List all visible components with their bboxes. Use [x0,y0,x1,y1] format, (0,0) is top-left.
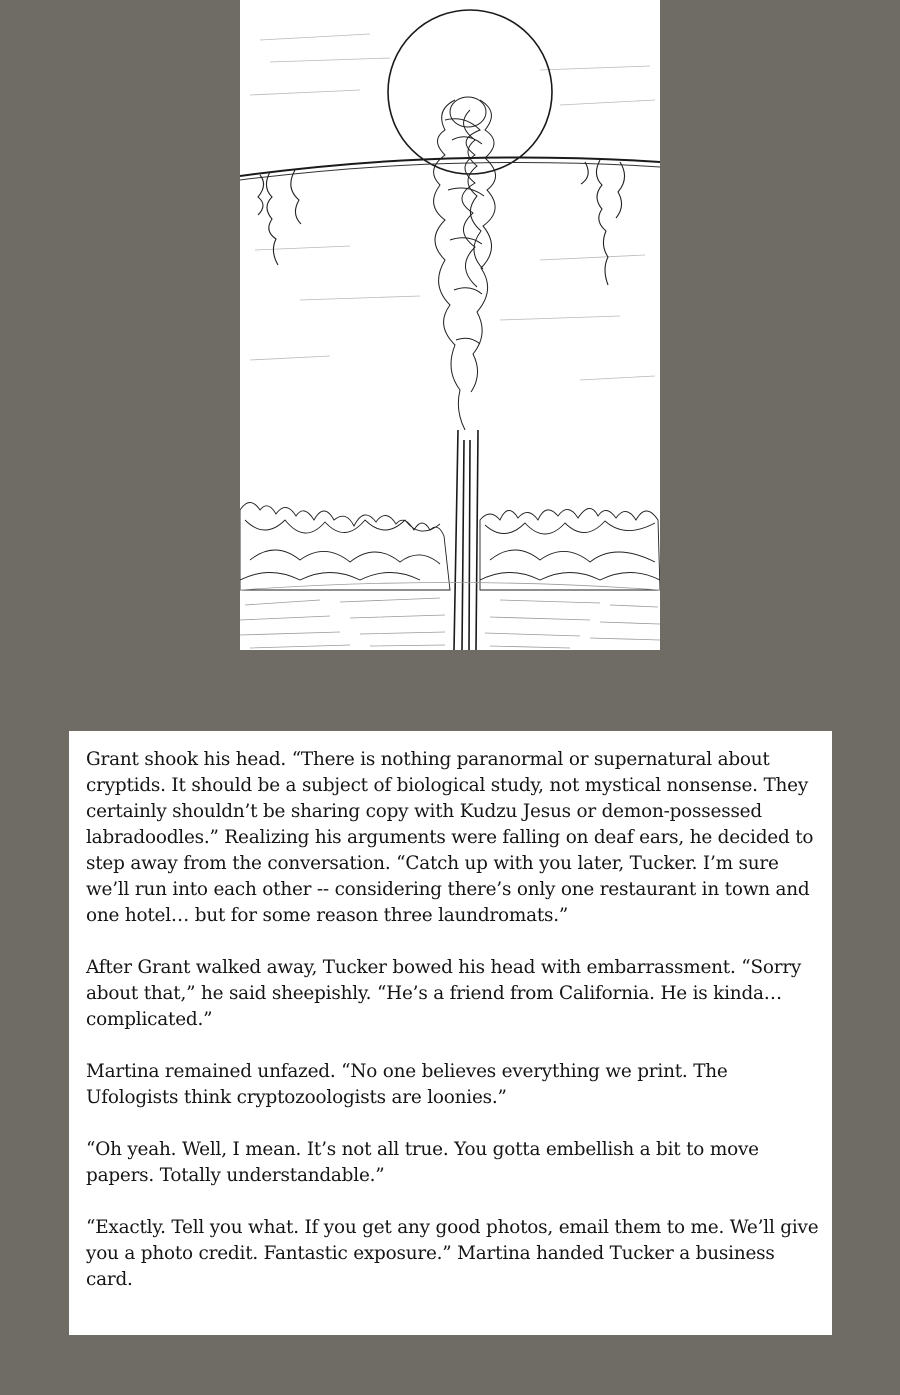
story-text-panel [69,731,832,1335]
illustration-panel [240,0,660,650]
story-paragraph-4: “Oh yeah. Well, I mean. It’s not all true. You gotta embellish a bit to move papers. Totally understandable.” [86,1139,759,1186]
story-paragraph-5: “Exactly. Tell you what. If you get any good photos, email them to me. We’ll give you a photo credit. Fantastic exposure.” Martina handed Tucker a business card. [86,1217,819,1290]
story-paragraph-3: Martina remained unfazed. “No one believes everything we print. The Ufologists think cryptozoologists are loonies.” [86,1061,728,1108]
story-paragraph-2: After Grant walked away, Tucker bowed his head with embarrassment. “Sorry about that,” he said sheepishly. “He’s a friend from California. He is kinda… complicated.” [86,957,802,1030]
scarecrow-illustration [240,0,660,650]
story-paragraph-1: Grant shook his head. “There is nothing paranormal or supernatural about cryptids. It should be a subject of biological study, not mystical nonsense. They certainly shouldn’t be sharing copy with Kudzu Jesus or demon-possessed labradoodles.” Realizing his arguments were falling on deaf ears, he decided to step away from the conversation. “Catch up with you later, Tucker. I’m sure we’ll run into each other -- considering there’s only one restaurant in town and one hotel… but for some reason three laundromats.” [86,749,814,926]
